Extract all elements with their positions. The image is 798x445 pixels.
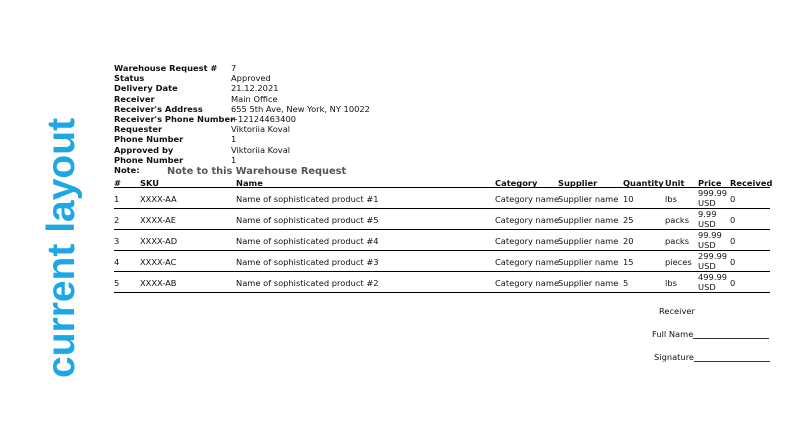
signature-line — [694, 353, 770, 362]
table-cell: packs — [665, 215, 690, 225]
table-cell: Category name — [495, 278, 560, 288]
header-cell: # — [114, 178, 121, 188]
header-cell: Received — [730, 178, 773, 188]
table-row — [114, 188, 770, 209]
field-value: Viktoriia Koval — [231, 144, 291, 155]
table-cell: lbs — [665, 278, 677, 288]
field-value: 1 — [231, 154, 237, 165]
table-cell: 0 — [730, 194, 736, 204]
table-cell: XXXX-AE — [140, 215, 177, 225]
header-cell: Quantity — [623, 178, 664, 188]
table-cell: 1 — [114, 194, 120, 204]
table-cell: 10 — [623, 194, 634, 204]
field-label: Requester — [114, 124, 163, 135]
table-cell: Name of sophisticated product #5 — [236, 215, 379, 225]
field-label: Receiver — [114, 93, 155, 104]
field-row — [114, 145, 370, 155]
table-cell: Category name — [495, 194, 560, 204]
field-label: Approved by — [114, 144, 174, 155]
table-cell: Name of sophisticated product #4 — [236, 236, 379, 246]
items-table — [114, 176, 773, 293]
table-cell: 499.99 USD — [698, 272, 728, 292]
table-cell: XXXX-AB — [140, 278, 177, 288]
table-cell: Supplier name — [558, 236, 619, 246]
table-row — [114, 230, 770, 251]
table-row — [114, 209, 770, 230]
table-cell: Name of sophisticated product #2 — [236, 278, 379, 288]
table-cell: Supplier name — [558, 278, 619, 288]
request-fields — [114, 63, 370, 175]
table-row — [114, 251, 770, 272]
table-cell: 99.99 USD — [698, 230, 722, 250]
field-value: +12124463400 — [231, 114, 297, 125]
field-label: Phone Number — [114, 134, 184, 145]
table-cell: XXXX-AC — [140, 257, 177, 267]
receiver-label: Receiver — [659, 306, 695, 316]
field-value: Viktoriia Koval — [231, 124, 291, 135]
field-label: Note: — [114, 165, 140, 176]
field-row — [114, 83, 370, 93]
table-cell: packs — [665, 236, 690, 246]
field-value: 21.12.2021 — [231, 83, 279, 94]
table-cell: 3 — [114, 236, 120, 246]
full-name-label: Full Name — [652, 329, 694, 339]
table-cell: 2 — [114, 215, 120, 225]
table-cell: 9.99 USD — [698, 209, 717, 229]
table-cell: 5 — [114, 278, 120, 288]
table-cell: 0 — [730, 236, 736, 246]
header-cell: Supplier — [558, 178, 598, 188]
table-cell: 20 — [623, 236, 634, 246]
table-cell: XXXX-AD — [140, 236, 178, 246]
table-header — [114, 176, 773, 188]
field-value: Main Office — [231, 93, 278, 104]
field-value: 1 — [231, 134, 237, 145]
field-label: Phone Number — [114, 154, 184, 165]
table-cell: Name of sophisticated product #1 — [236, 194, 379, 204]
table-cell: Supplier name — [558, 257, 619, 267]
field-row — [114, 134, 370, 144]
field-row — [114, 124, 370, 134]
header-cell: Name — [236, 178, 263, 188]
header-cell: Price — [698, 178, 722, 188]
table-cell: 25 — [623, 215, 634, 225]
field-row — [114, 73, 370, 83]
field-row — [114, 94, 370, 104]
table-cell: 15 — [623, 257, 634, 267]
table-cell: 5 — [623, 278, 629, 288]
table-cell: 4 — [114, 257, 120, 267]
table-cell: Supplier name — [558, 194, 619, 204]
note-text: Note to this Warehouse Request — [167, 166, 347, 177]
field-row — [114, 63, 370, 73]
table-cell: 299.99 USD — [698, 251, 728, 271]
table-cell: lbs — [665, 194, 677, 204]
table-cell: 0 — [730, 257, 736, 267]
full-name-line — [693, 330, 769, 339]
header-cell: Unit — [665, 178, 685, 188]
table-cell: pieces — [665, 257, 692, 267]
header-cell: SKU — [140, 178, 159, 188]
table-cell: 0 — [730, 278, 736, 288]
table-cell: Name of sophisticated product #3 — [236, 257, 379, 267]
side-label: current layout — [40, 117, 83, 378]
field-value: 655 5th Ave, New York, NY 10022 — [231, 103, 370, 114]
table-cell: Category name — [495, 236, 560, 246]
field-value: 7 — [231, 63, 237, 73]
full-name-row — [652, 329, 769, 339]
header-cell: Category — [495, 178, 538, 188]
signature-row — [652, 352, 770, 362]
field-label: Warehouse Request # — [114, 63, 218, 73]
field-row — [114, 104, 370, 114]
table-cell: 999.99 USD — [698, 188, 728, 208]
table-cell: 0 — [730, 215, 736, 225]
field-label: Receiver's Address — [114, 103, 203, 114]
table-cell: XXXX-AA — [140, 194, 177, 204]
table-row — [114, 272, 770, 293]
field-row — [114, 114, 370, 124]
field-label: Receiver's Phone Number — [114, 114, 235, 125]
field-row — [114, 155, 370, 165]
signature-label: Signature — [654, 352, 695, 362]
field-label: Status — [114, 73, 145, 84]
table-cell: Supplier name — [558, 215, 619, 225]
field-value: Approved — [231, 73, 271, 84]
field-label: Delivery Date — [114, 83, 178, 94]
table-cell: Category name — [495, 215, 560, 225]
table-cell: Category name — [495, 257, 560, 267]
